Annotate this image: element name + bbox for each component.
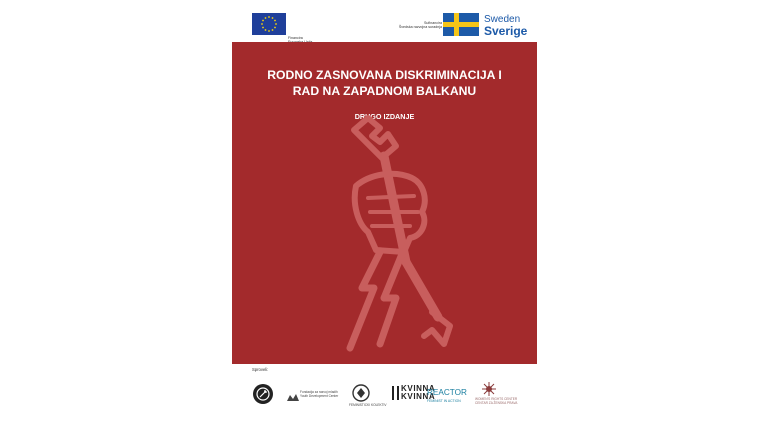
sweden-text-line1: Sufinancira bbox=[424, 21, 442, 25]
partner-logo-3 bbox=[349, 384, 387, 409]
eu-text-line1: Financira bbox=[288, 36, 303, 40]
support-label: Sproveli: bbox=[252, 367, 269, 372]
cover-panel bbox=[232, 42, 537, 364]
sweden-flag-icon bbox=[443, 13, 479, 36]
cover-title-line2: RAD NA ZAPADNOM BALKANU bbox=[292, 83, 477, 98]
partner-logo-1 bbox=[252, 383, 274, 410]
wsc-text bbox=[475, 398, 517, 406]
eu-flag-icon bbox=[252, 13, 286, 35]
sweden-funding-text bbox=[396, 21, 442, 30]
sverige-name: Sverige bbox=[484, 24, 528, 38]
fist-holding-wrench-icon bbox=[310, 112, 460, 362]
cover-subtitle: DRUGO IZDANJE bbox=[354, 112, 415, 121]
partner-2-text-line2: Youth Development Center bbox=[300, 394, 339, 398]
sweden-name: Sweden bbox=[484, 14, 521, 25]
kvinna-line2: KVINNA bbox=[401, 392, 436, 401]
partner-3-emblem-icon bbox=[349, 384, 373, 404]
wsc-line1: WOMEN'S RIGHTS CENTER bbox=[475, 397, 518, 401]
sweden-text-line2: Švedska razvojna suradnja bbox=[398, 25, 442, 30]
wsc-emblem-icon bbox=[482, 382, 496, 396]
kvinna-line1: KVINNA bbox=[401, 384, 436, 393]
partner-logo-2 bbox=[286, 390, 339, 408]
kvinna-mark-icon bbox=[392, 386, 399, 400]
reactor-subtitle: FEMINIST IN ACTION bbox=[427, 399, 461, 403]
partner-3-text: FEMINISTICKI KOLEKTIV bbox=[349, 403, 387, 407]
partner-2-emblem-icon bbox=[286, 393, 300, 403]
cover-title bbox=[232, 68, 537, 99]
reactor-logo: REACTOR bbox=[427, 388, 467, 397]
cover-title-line1: RODNO ZASNOVANA DISKRIMINACIJA I bbox=[267, 68, 502, 82]
partner-1-emblem-icon bbox=[252, 383, 274, 405]
partner-2-text-line1: Fondacija za razvoj mladih bbox=[300, 390, 338, 394]
wsc-line2: CENTAR ZA ŽENSKA PRAVA bbox=[475, 400, 518, 405]
